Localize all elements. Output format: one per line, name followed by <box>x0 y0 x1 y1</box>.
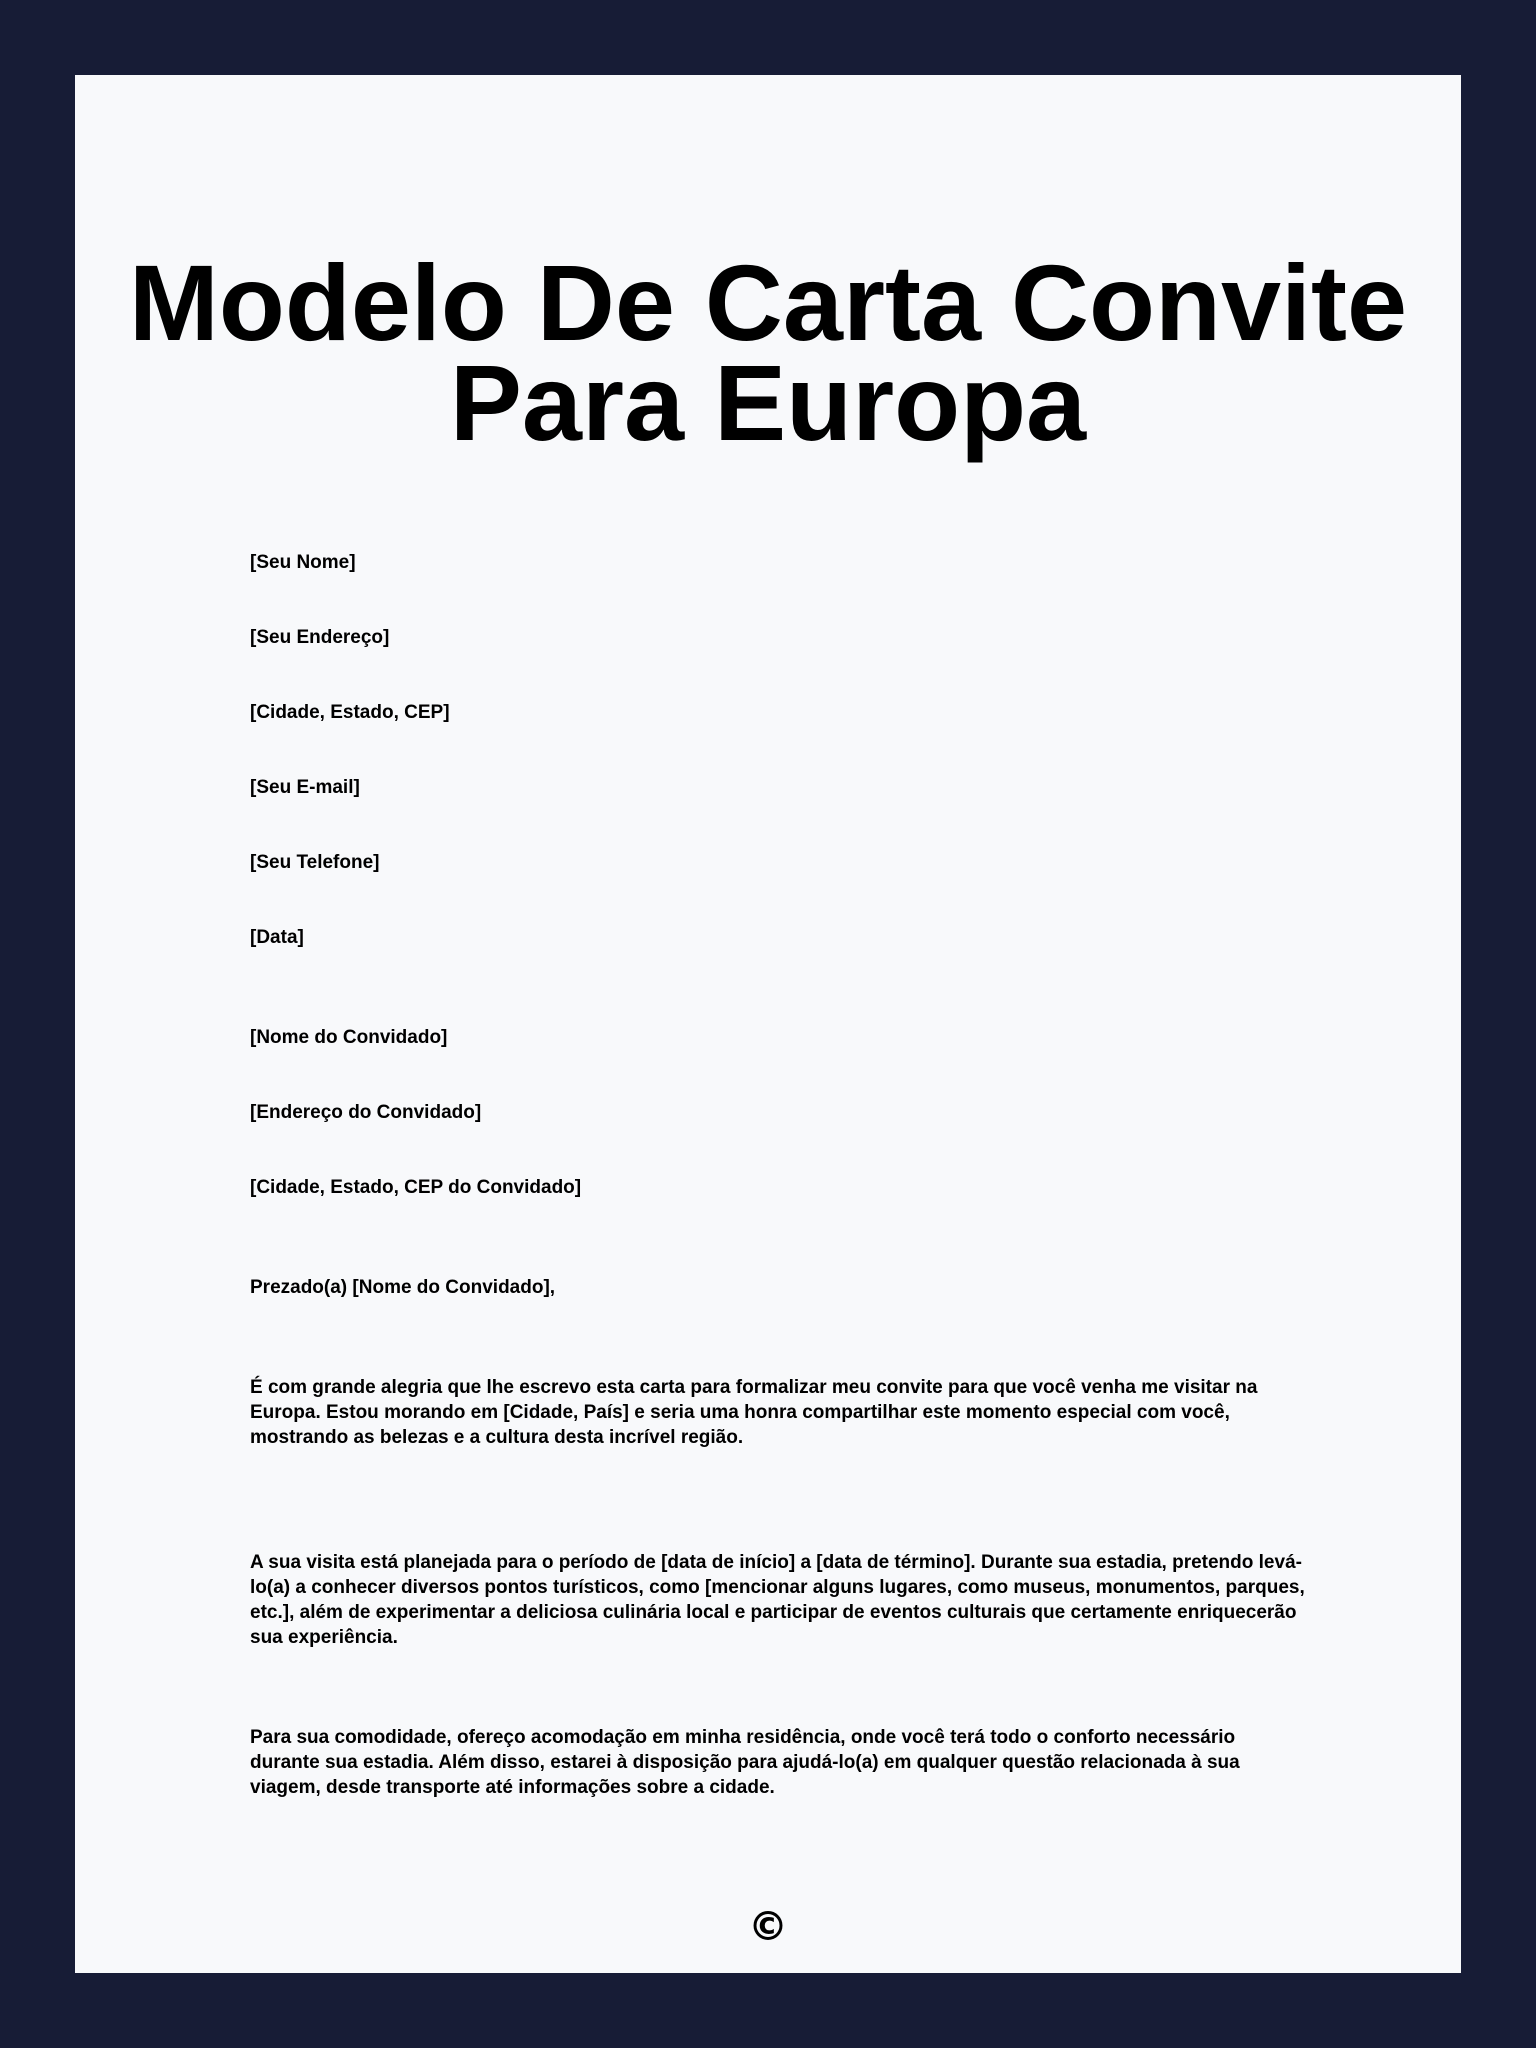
recipient-address: [Endereço do Convidado] <box>250 1102 482 1123</box>
recipient-city: [Cidade, Estado, CEP do Convidado] <box>250 1177 582 1198</box>
letter-page <box>75 75 1461 1973</box>
page-title: Modelo De Carta Convite Para Europa <box>128 242 1408 463</box>
sender-email: [Seu E-mail] <box>250 777 360 798</box>
salutation: Prezado(a) [Nome do Convidado], <box>250 1277 556 1298</box>
copyright-symbol: © <box>748 1904 788 1950</box>
paragraph-itinerary: A sua visita está planejada para o período de [data de início] a [data de término]. Durante sua estadia, pretendo levá-lo(a) a conhecer diversos pontos turísticos, como [mencionar alguns lugares, como museus, monumentos, parques, etc.], além de experimentar a deliciosa culinária local e participar de eventos culturais que certamente enriquecerão sua experiência. <box>250 1552 1305 1648</box>
paragraph-accommodation: Para sua comodidade, ofereço acomodação em minha residência, onde você terá todo o conforto necessário durante sua estadia. Além disso, estarei à disposição para ajudá-lo(a) em qualquer questão relacionada à sua viagem, desde transporte até informações sobre a cidade. <box>250 1727 1240 1798</box>
letter-date: [Data] <box>250 927 304 948</box>
sender-address: [Seu Endereço] <box>250 627 390 648</box>
paragraph-invitation: É com grande alegria que lhe escrevo esta carta para formalizar meu convite para que você venha me visitar na Europa. Estou morando em [Cidade, País] e seria uma honra compartilhar este momento especial com você, mostrando as belezas e a cultura desta incrível região. <box>250 1377 1258 1448</box>
sender-name: [Seu Nome] <box>250 552 356 573</box>
recipient-name: [Nome do Convidado] <box>250 1027 448 1048</box>
sender-city: [Cidade, Estado, CEP] <box>250 702 450 723</box>
sender-phone: [Seu Telefone] <box>250 852 380 873</box>
